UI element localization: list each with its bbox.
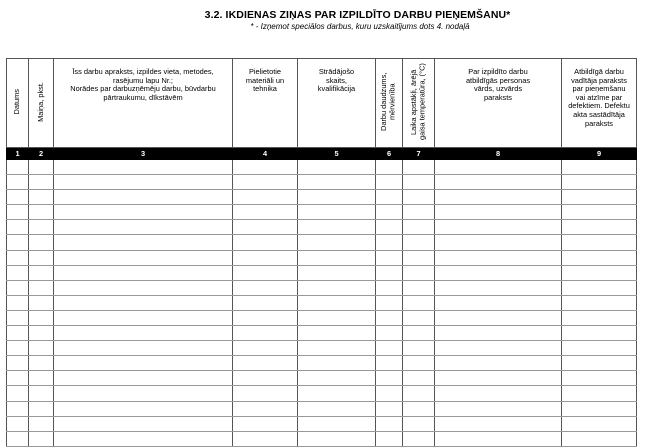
table-cell[interactable] xyxy=(233,265,298,280)
header-col-8 xyxy=(435,59,562,148)
table-cell[interactable] xyxy=(435,190,562,205)
column-number-5: 5 xyxy=(298,148,376,160)
table-cell[interactable] xyxy=(233,431,298,446)
table-cell[interactable] xyxy=(29,175,54,190)
table-cell[interactable] xyxy=(403,295,435,310)
table-cell[interactable] xyxy=(298,431,376,446)
table-cell[interactable] xyxy=(54,160,233,175)
table-cell[interactable] xyxy=(7,341,29,356)
table-cell[interactable] xyxy=(376,431,403,446)
table-cell[interactable] xyxy=(233,371,298,386)
table-cell[interactable] xyxy=(376,401,403,416)
table-cell[interactable] xyxy=(435,265,562,280)
table-cell[interactable] xyxy=(435,431,562,446)
page-title: 3.2. IKDIENAS ZIŅAS PAR IZPILDĪTO DARBU PIEŅEMŠANU* xyxy=(204,9,511,21)
table-cell[interactable] xyxy=(29,220,54,235)
table-cell[interactable] xyxy=(7,401,29,416)
table-cell[interactable] xyxy=(29,371,54,386)
table-cell[interactable] xyxy=(403,416,435,431)
table-row xyxy=(7,250,637,265)
table-cell[interactable] xyxy=(376,326,403,341)
header-col-8-label: Par izpildīto darbu atbildīgās personas vārds, uzvārds paraksts xyxy=(465,67,531,102)
table-cell[interactable] xyxy=(54,386,233,401)
table-cell[interactable] xyxy=(403,205,435,220)
table-row xyxy=(7,356,637,371)
header-col-6-line1: Darbu daudzums, xyxy=(379,72,389,131)
table-cell[interactable] xyxy=(562,371,637,386)
table-cell[interactable] xyxy=(403,371,435,386)
table-cell[interactable] xyxy=(7,160,29,175)
table-cell[interactable] xyxy=(29,310,54,325)
table-cell[interactable] xyxy=(403,250,435,265)
table-row xyxy=(7,431,637,446)
header-col-1 xyxy=(7,59,29,148)
table-cell[interactable] xyxy=(233,326,298,341)
column-number-2: 2 xyxy=(29,148,54,160)
table-cell[interactable] xyxy=(54,356,233,371)
header-col-7-label xyxy=(410,63,427,141)
table-cell[interactable] xyxy=(298,280,376,295)
header-col-7-line2: gaisa temperatūra, (°C) xyxy=(417,63,427,141)
table-cell[interactable] xyxy=(403,401,435,416)
table-cell[interactable] xyxy=(403,265,435,280)
table-cell[interactable] xyxy=(7,205,29,220)
table-cell[interactable] xyxy=(376,356,403,371)
table-cell[interactable] xyxy=(435,160,562,175)
table-cell[interactable] xyxy=(435,310,562,325)
table-cell[interactable] xyxy=(403,356,435,371)
header-col-3-line3: Norādes par darbuzņēmēju darbu, būvdarbu xyxy=(70,84,216,94)
header-col-2 xyxy=(29,59,54,148)
table-cell[interactable] xyxy=(435,205,562,220)
table-cell[interactable] xyxy=(233,160,298,175)
table-cell[interactable] xyxy=(376,386,403,401)
table-row xyxy=(7,160,637,175)
table-cell[interactable] xyxy=(403,431,435,446)
table-cell[interactable] xyxy=(54,265,233,280)
table-cell[interactable] xyxy=(7,416,29,431)
header-col-7 xyxy=(403,59,435,148)
table-cell[interactable] xyxy=(29,280,54,295)
table-cell[interactable] xyxy=(376,175,403,190)
table-cell[interactable] xyxy=(233,250,298,265)
table-cell[interactable] xyxy=(298,310,376,325)
table-cell[interactable] xyxy=(376,280,403,295)
table-cell[interactable] xyxy=(435,250,562,265)
table-cell[interactable] xyxy=(298,416,376,431)
table-cell[interactable] xyxy=(403,235,435,250)
header-col-3 xyxy=(54,59,233,148)
table-cell[interactable] xyxy=(435,386,562,401)
table-cell[interactable] xyxy=(403,160,435,175)
table-cell[interactable] xyxy=(54,220,233,235)
table-cell[interactable] xyxy=(54,250,233,265)
table-cell[interactable] xyxy=(7,371,29,386)
table-cell[interactable] xyxy=(403,190,435,205)
table-cell[interactable] xyxy=(233,356,298,371)
column-number-row xyxy=(7,148,637,160)
table-cell[interactable] xyxy=(435,326,562,341)
header-col-6 xyxy=(376,59,403,148)
table-cell[interactable] xyxy=(376,235,403,250)
table-cell[interactable] xyxy=(298,341,376,356)
table-cell[interactable] xyxy=(562,250,637,265)
table-row xyxy=(7,175,637,190)
table-cell[interactable] xyxy=(54,431,233,446)
table-cell[interactable] xyxy=(562,401,637,416)
table-cell[interactable] xyxy=(7,326,29,341)
table-cell[interactable] xyxy=(54,326,233,341)
table-cell[interactable] xyxy=(233,341,298,356)
table-cell[interactable] xyxy=(233,235,298,250)
daily-report-table xyxy=(6,58,637,447)
table-cell[interactable] xyxy=(29,431,54,446)
table-cell[interactable] xyxy=(54,205,233,220)
table-cell[interactable] xyxy=(54,235,233,250)
table-cell[interactable] xyxy=(376,220,403,235)
table-row xyxy=(7,326,637,341)
table-cell[interactable] xyxy=(7,265,29,280)
table-cell[interactable] xyxy=(376,205,403,220)
table-cell[interactable] xyxy=(562,326,637,341)
table-cell[interactable] xyxy=(562,280,637,295)
table-cell[interactable] xyxy=(562,175,637,190)
table-row xyxy=(7,341,637,356)
table-cell[interactable] xyxy=(376,295,403,310)
table-cell[interactable] xyxy=(376,341,403,356)
table-cell[interactable] xyxy=(403,386,435,401)
table-cell[interactable] xyxy=(298,220,376,235)
table-cell[interactable] xyxy=(403,310,435,325)
table-row xyxy=(7,280,637,295)
header-col-3-line4: pārtraukumu, dīkstāvēm xyxy=(103,92,183,102)
table-cell[interactable] xyxy=(29,160,54,175)
table-cell[interactable] xyxy=(562,160,637,175)
header-col-2-label: Maiņa, pkst. xyxy=(35,81,45,122)
header-col-5-label: Strādājošo skaits, kvalifikācija xyxy=(317,67,356,94)
table-cell[interactable] xyxy=(298,190,376,205)
table-cell[interactable] xyxy=(376,160,403,175)
table-cell[interactable] xyxy=(233,386,298,401)
table-cell[interactable] xyxy=(376,265,403,280)
table-cell[interactable] xyxy=(29,235,54,250)
column-number-6: 6 xyxy=(376,148,403,160)
table-row xyxy=(7,295,637,310)
header-col-6-label xyxy=(380,66,397,138)
header-col-4-label: Pielietotie materiāli un tehnika xyxy=(245,67,285,94)
table-cell[interactable] xyxy=(562,310,637,325)
table-cell[interactable] xyxy=(562,416,637,431)
table-cell[interactable] xyxy=(298,326,376,341)
table-cell[interactable] xyxy=(7,356,29,371)
table-cell[interactable] xyxy=(562,205,637,220)
table-cell[interactable] xyxy=(29,295,54,310)
table-cell[interactable] xyxy=(298,160,376,175)
table-cell[interactable] xyxy=(7,175,29,190)
table-cell[interactable] xyxy=(298,401,376,416)
table-cell[interactable] xyxy=(298,386,376,401)
table-cell[interactable] xyxy=(562,265,637,280)
table-cell[interactable] xyxy=(376,310,403,325)
table-cell[interactable] xyxy=(298,250,376,265)
header-col-5 xyxy=(298,59,376,148)
table-cell[interactable] xyxy=(54,371,233,386)
table-cell[interactable] xyxy=(233,280,298,295)
header-col-7-line1: Laika apstākļi, ārējā xyxy=(408,69,418,135)
table-cell[interactable] xyxy=(435,220,562,235)
table-cell[interactable] xyxy=(376,371,403,386)
table-cell[interactable] xyxy=(29,356,54,371)
table-cell[interactable] xyxy=(376,190,403,205)
table-cell[interactable] xyxy=(435,356,562,371)
table-cell[interactable] xyxy=(562,235,637,250)
table-row xyxy=(7,190,637,205)
table-cell[interactable] xyxy=(298,295,376,310)
table-cell[interactable] xyxy=(29,250,54,265)
table-cell[interactable] xyxy=(562,190,637,205)
table-cell[interactable] xyxy=(7,250,29,265)
table-cell[interactable] xyxy=(435,280,562,295)
table-cell[interactable] xyxy=(54,416,233,431)
table-cell[interactable] xyxy=(403,175,435,190)
table-cell[interactable] xyxy=(54,341,233,356)
header-col-9 xyxy=(562,59,637,148)
column-number-7: 7 xyxy=(403,148,435,160)
table-cell[interactable] xyxy=(233,310,298,325)
table-cell[interactable] xyxy=(435,175,562,190)
header-row xyxy=(7,59,637,148)
table-cell[interactable] xyxy=(7,190,29,205)
column-number-9: 9 xyxy=(562,148,637,160)
table-cell[interactable] xyxy=(403,280,435,295)
table-cell[interactable] xyxy=(435,371,562,386)
table-row xyxy=(7,386,637,401)
table-cell[interactable] xyxy=(298,265,376,280)
table-cell[interactable] xyxy=(54,295,233,310)
table-cell[interactable] xyxy=(54,175,233,190)
table-cell[interactable] xyxy=(562,386,637,401)
table-cell[interactable] xyxy=(562,356,637,371)
table-cell[interactable] xyxy=(7,295,29,310)
table-cell[interactable] xyxy=(29,205,54,220)
table-cell[interactable] xyxy=(7,431,29,446)
table-cell[interactable] xyxy=(298,205,376,220)
table-cell[interactable] xyxy=(54,310,233,325)
table-cell[interactable] xyxy=(7,220,29,235)
table-cell[interactable] xyxy=(435,416,562,431)
header-col-1-label: Datums xyxy=(12,88,22,115)
table-cell[interactable] xyxy=(29,416,54,431)
table-row xyxy=(7,205,637,220)
table-cell[interactable] xyxy=(435,235,562,250)
table-cell[interactable] xyxy=(298,356,376,371)
table-cell[interactable] xyxy=(233,416,298,431)
table-cell[interactable] xyxy=(298,175,376,190)
table-cell[interactable] xyxy=(562,431,637,446)
table-cell[interactable] xyxy=(54,190,233,205)
table-cell[interactable] xyxy=(7,235,29,250)
table-row xyxy=(7,416,637,431)
header-col-6-line2: mērvienība xyxy=(388,83,397,120)
table-row xyxy=(7,220,637,235)
table-cell[interactable] xyxy=(298,235,376,250)
header-col-9-label: Atbildīgā darbu vadītāja paraksts par pieņemšanu vai atzīme par defektiem. Defektu akta sastādītāja paraksts xyxy=(568,67,630,128)
table-cell[interactable] xyxy=(298,371,376,386)
table-cell[interactable] xyxy=(233,190,298,205)
table-cell[interactable] xyxy=(7,280,29,295)
table-cell[interactable] xyxy=(7,310,29,325)
table-cell[interactable] xyxy=(54,401,233,416)
table-row xyxy=(7,371,637,386)
table-cell[interactable] xyxy=(29,341,54,356)
table-cell[interactable] xyxy=(562,341,637,356)
column-number-4: 4 xyxy=(233,148,298,160)
table-cell[interactable] xyxy=(376,250,403,265)
table-cell[interactable] xyxy=(54,280,233,295)
table-cell[interactable] xyxy=(29,386,54,401)
table-cell[interactable] xyxy=(403,220,435,235)
table-cell[interactable] xyxy=(233,401,298,416)
table-cell[interactable] xyxy=(376,416,403,431)
header-col-3-line2: rasējumu lapu Nr.; xyxy=(113,75,173,85)
table-cell[interactable] xyxy=(562,295,637,310)
header-col-4 xyxy=(233,59,298,148)
table-row xyxy=(7,401,637,416)
table-cell[interactable] xyxy=(435,341,562,356)
table-row xyxy=(7,265,637,280)
column-number-8: 8 xyxy=(435,148,562,160)
table-cell[interactable] xyxy=(233,175,298,190)
table-row xyxy=(7,310,637,325)
table-cell[interactable] xyxy=(233,205,298,220)
table-cell[interactable] xyxy=(233,295,298,310)
table-cell[interactable] xyxy=(403,326,435,341)
table-cell[interactable] xyxy=(29,401,54,416)
table-cell[interactable] xyxy=(435,401,562,416)
column-number-1: 1 xyxy=(7,148,29,160)
table-row xyxy=(7,235,637,250)
table-cell[interactable] xyxy=(29,265,54,280)
table-cell[interactable] xyxy=(403,341,435,356)
header-col-3-line1: Īss darbu apraksts, izpildes vieta, metodes, xyxy=(72,67,214,76)
table-cell[interactable] xyxy=(435,295,562,310)
column-number-3: 3 xyxy=(54,148,233,160)
table-cell[interactable] xyxy=(29,326,54,341)
page-subtitle: * - Izņemot speciālos darbus, kuru uzskaitījums dots 4. nodaļā xyxy=(250,22,470,31)
table-cell[interactable] xyxy=(29,190,54,205)
table-cell[interactable] xyxy=(7,386,29,401)
table-cell[interactable] xyxy=(233,220,298,235)
table-cell[interactable] xyxy=(562,220,637,235)
